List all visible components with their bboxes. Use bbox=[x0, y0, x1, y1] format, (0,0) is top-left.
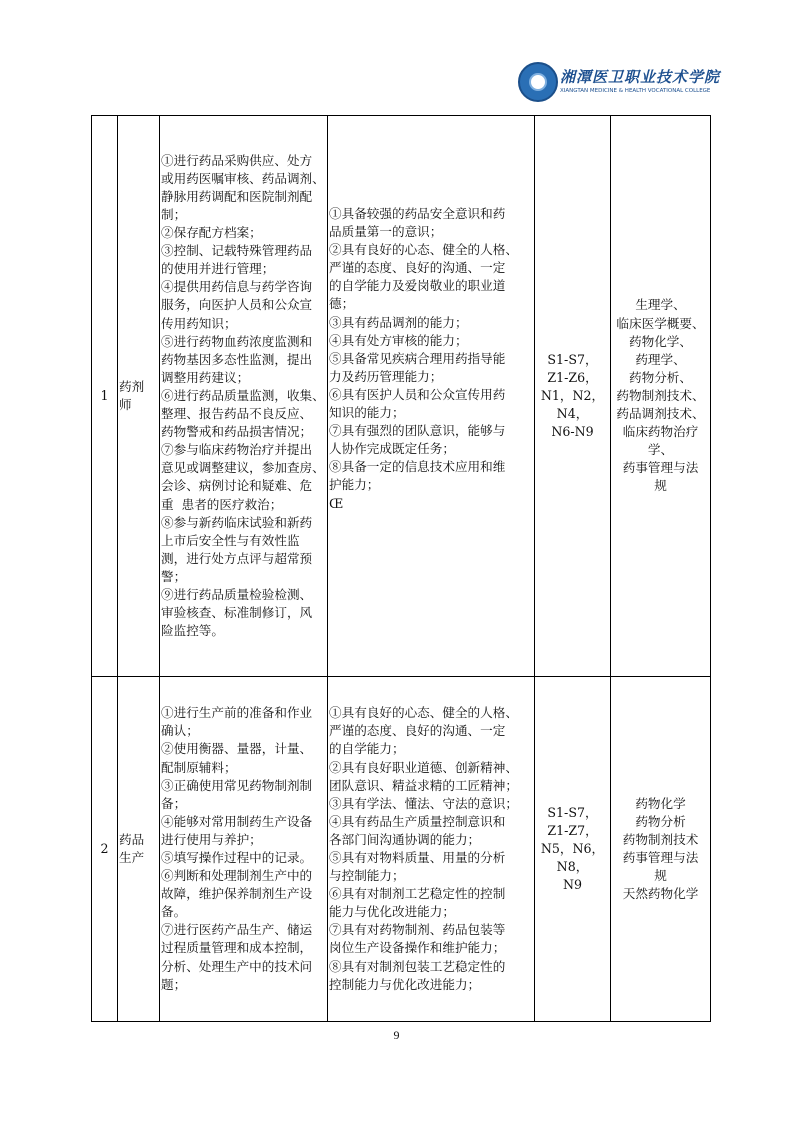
task-line: 会诊、病例讨论和疑难、危 bbox=[161, 478, 313, 494]
task-line: ⑦进行医药产品生产、储运 bbox=[161, 922, 313, 938]
task-line: 审验核查、标准制修订，风 bbox=[161, 605, 313, 621]
task-line: 上市后安全性与有效性监 bbox=[161, 532, 300, 548]
quality-line: ①具有良好的心态、健全的人格、 bbox=[329, 705, 518, 721]
task-line: ②保存配方档案； bbox=[161, 225, 262, 241]
quality-line: ⑧具有对制剂包装工艺稳定性的 bbox=[329, 958, 506, 974]
course-line: 学、 bbox=[647, 442, 674, 458]
quality-line: 严谨的态度、良好的沟通、一定 bbox=[329, 723, 506, 739]
task-line: 警； bbox=[161, 568, 187, 584]
quality-line: 与控制能力； bbox=[329, 868, 405, 884]
supporting-courses bbox=[611, 677, 711, 1022]
code-line: N6-N9 bbox=[551, 424, 594, 440]
table-row bbox=[92, 677, 711, 1022]
task-line: 传用药知识； bbox=[161, 315, 237, 331]
task-line: 故障，维护保养制剂生产设 bbox=[161, 886, 313, 902]
course-line: 规 bbox=[654, 868, 667, 884]
task-line: 过程质量管理和成本控制， bbox=[161, 940, 313, 956]
task-line: 进行使用与养护； bbox=[161, 831, 262, 847]
row-number: 2 bbox=[92, 677, 118, 1022]
course-line: 药物化学 bbox=[635, 795, 686, 811]
task-line: ③控制、记载特殊管理药品 bbox=[161, 243, 313, 259]
code-line: S1-S7， bbox=[547, 804, 598, 820]
quality-line: ④具有药品生产质量控制意识和 bbox=[329, 813, 506, 829]
task-line: ⑤填写操作过程中的记录。 bbox=[161, 850, 313, 865]
task-line: ④提供用药信息与药学咨询 bbox=[161, 279, 313, 295]
quality-line: 知识的能力； bbox=[329, 405, 405, 421]
quality-line: 岗位生产设备操作和维护能力； bbox=[329, 940, 506, 956]
curriculum-table bbox=[91, 115, 711, 1022]
task-line: 备。 bbox=[161, 904, 187, 920]
task-line: ①进行药品采购供应、处方 bbox=[161, 152, 313, 168]
quality-line: 护能力； bbox=[329, 477, 380, 493]
task-line: ⑦参与临床药物治疗并提出 bbox=[161, 442, 313, 458]
post-name-line: 师 bbox=[119, 397, 132, 412]
task-line: 确认； bbox=[161, 723, 199, 739]
task-line: 险监控等。 bbox=[161, 623, 224, 639]
course-line: 药事管理与法 bbox=[622, 460, 699, 476]
course-line: 药物制剂技术 bbox=[622, 831, 699, 847]
work-tasks bbox=[160, 116, 328, 677]
quality-line: Œ bbox=[329, 495, 344, 511]
course-line: 药物分析、 bbox=[629, 369, 692, 385]
course-line: 药物分析 bbox=[635, 813, 686, 829]
post-name bbox=[118, 677, 160, 1022]
task-line: ⑥判断和处理制剂生产中的 bbox=[161, 868, 313, 884]
quality-line: 品质量第一的意识； bbox=[329, 224, 443, 240]
post-name bbox=[118, 116, 160, 677]
objective-codes bbox=[535, 677, 611, 1022]
post-name-line: 药剂 bbox=[119, 378, 145, 394]
task-line: ②使用衡器、量器，计量、 bbox=[161, 741, 313, 757]
course-line: 药理学、 bbox=[635, 351, 686, 367]
post-name-line: 生产 bbox=[119, 850, 145, 865]
task-line: 整理、报告药品不良反应、 bbox=[161, 406, 313, 422]
course-line: 药品调剂技术、 bbox=[616, 406, 705, 422]
quality-line: 严谨的态度、良好的沟通、一定 bbox=[329, 260, 506, 276]
course-line: 临床药物治疗 bbox=[622, 424, 699, 440]
objective-codes bbox=[535, 116, 611, 677]
school-name: 湘潭医卫职业技术学院 bbox=[560, 68, 721, 86]
task-line: ⑧参与新药临床试验和新药 bbox=[161, 514, 313, 530]
quality-line: 各部门间沟通协调的能力； bbox=[329, 831, 481, 847]
quality-line: ⑤具备常见疾病合理用药指导能 bbox=[329, 350, 506, 366]
table-row bbox=[92, 116, 711, 677]
task-line: 制； bbox=[161, 207, 187, 223]
supporting-courses bbox=[611, 116, 711, 677]
quality-line: ⑧具备一定的信息技术应用和维 bbox=[329, 459, 506, 475]
row-number: 1 bbox=[92, 116, 118, 677]
task-line: 重 患者的医疗救治； bbox=[161, 496, 283, 512]
quality-line: ③具有学法、懂法、守法的意识； bbox=[329, 795, 518, 811]
quality-line: ②具有良好职业道德、创新精神、 bbox=[329, 759, 518, 775]
code-line: Z1-Z6， bbox=[547, 369, 598, 385]
course-line: 药物制剂技术、 bbox=[616, 387, 705, 403]
quality-line: 的自学能力及爱岗敬业的职业道 bbox=[329, 278, 506, 294]
task-line: 药物警戒和药品损害情况； bbox=[161, 424, 313, 440]
task-line: 意见或调整建议，参加查房、 bbox=[161, 460, 325, 476]
course-line: 天然药物化学 bbox=[622, 886, 699, 902]
quality-line: ⑥具有对制剂工艺稳定性的控制 bbox=[329, 886, 506, 902]
quality-line: ⑤具有对物料质量、用量的分析 bbox=[329, 850, 506, 865]
quality-line: 控制能力与优化改进能力； bbox=[329, 976, 481, 992]
task-line: ③正确使用常见药物制剂制 bbox=[161, 777, 313, 793]
task-line: ⑥进行药品质量监测，收集、 bbox=[161, 387, 325, 403]
quality-line: 团队意识、精益求精的工匠精神； bbox=[329, 777, 518, 793]
task-line: 测，进行处方点评与超常预 bbox=[161, 550, 313, 566]
task-line: 的使用并进行管理； bbox=[161, 261, 275, 277]
task-line: 分析、处理生产中的技术问 bbox=[161, 958, 313, 974]
page-number: 9 bbox=[393, 1028, 400, 1042]
task-line: 调整用药建议； bbox=[161, 369, 250, 385]
task-line: 服务，向医护人员和公众宣 bbox=[161, 297, 313, 313]
code-line: S1-S7， bbox=[547, 351, 598, 367]
course-line: 规 bbox=[654, 478, 667, 494]
quality-line: 德； bbox=[329, 296, 355, 312]
code-line: N9 bbox=[562, 877, 583, 893]
task-line: ①进行生产前的准备和作业 bbox=[161, 705, 313, 721]
school-name-english: XIANGTAN MEDICINE & HEALTH VOCATIONAL COLLEGE bbox=[560, 88, 711, 94]
course-line: 药事管理与法 bbox=[622, 850, 699, 865]
code-line: Z1-Z7， bbox=[547, 822, 598, 838]
task-line: ⑤进行药物血药浓度监测和 bbox=[161, 333, 313, 349]
quality-line: ④具有处方审核的能力； bbox=[329, 332, 468, 348]
code-line: N1，N2，N4， bbox=[540, 387, 605, 422]
quality-requirements bbox=[328, 116, 535, 677]
course-line: 药物化学、 bbox=[629, 333, 692, 349]
course-line: 生理学、 bbox=[635, 297, 686, 313]
quality-line: 人协作完成既定任务； bbox=[329, 441, 455, 457]
quality-requirements bbox=[328, 677, 535, 1022]
work-tasks bbox=[160, 677, 328, 1022]
quality-line: 力及药历管理能力； bbox=[329, 368, 443, 384]
task-line: 题； bbox=[161, 976, 187, 992]
code-line: N5，N6，N8， bbox=[540, 840, 605, 875]
quality-line: ①具备较强的药品安全意识和药 bbox=[329, 206, 506, 221]
quality-line: ⑥具有医护人员和公众宣传用药 bbox=[329, 386, 506, 402]
task-line: 药物基因多态性监测，提出 bbox=[161, 351, 313, 367]
post-name-line: 药品 bbox=[119, 831, 145, 847]
task-line: ⑨进行药品质量检验检测、 bbox=[161, 586, 313, 602]
quality-line: 能力与优化改进能力； bbox=[329, 904, 455, 920]
course-line: 临床医学概要、 bbox=[616, 315, 705, 331]
task-line: 或用药医嘱审核、药品调剂、 bbox=[161, 170, 325, 186]
task-line: 配制原辅料； bbox=[161, 759, 237, 775]
school-logo-icon bbox=[518, 62, 558, 102]
task-line: 静脉用药调配和医院制剂配 bbox=[161, 188, 313, 204]
quality-line: ⑦具有对药物制剂、药品包装等 bbox=[329, 922, 506, 938]
quality-line: ②具有良好的心态、健全的人格、 bbox=[329, 242, 518, 258]
task-line: ④能够对常用制药生产设备 bbox=[161, 813, 313, 829]
task-line: 备； bbox=[161, 795, 187, 811]
quality-line: ③具有药品调剂的能力； bbox=[329, 314, 468, 330]
quality-line: ⑦具有强烈的团队意识，能够与 bbox=[329, 423, 506, 439]
quality-line: 的自学能力； bbox=[329, 741, 405, 757]
